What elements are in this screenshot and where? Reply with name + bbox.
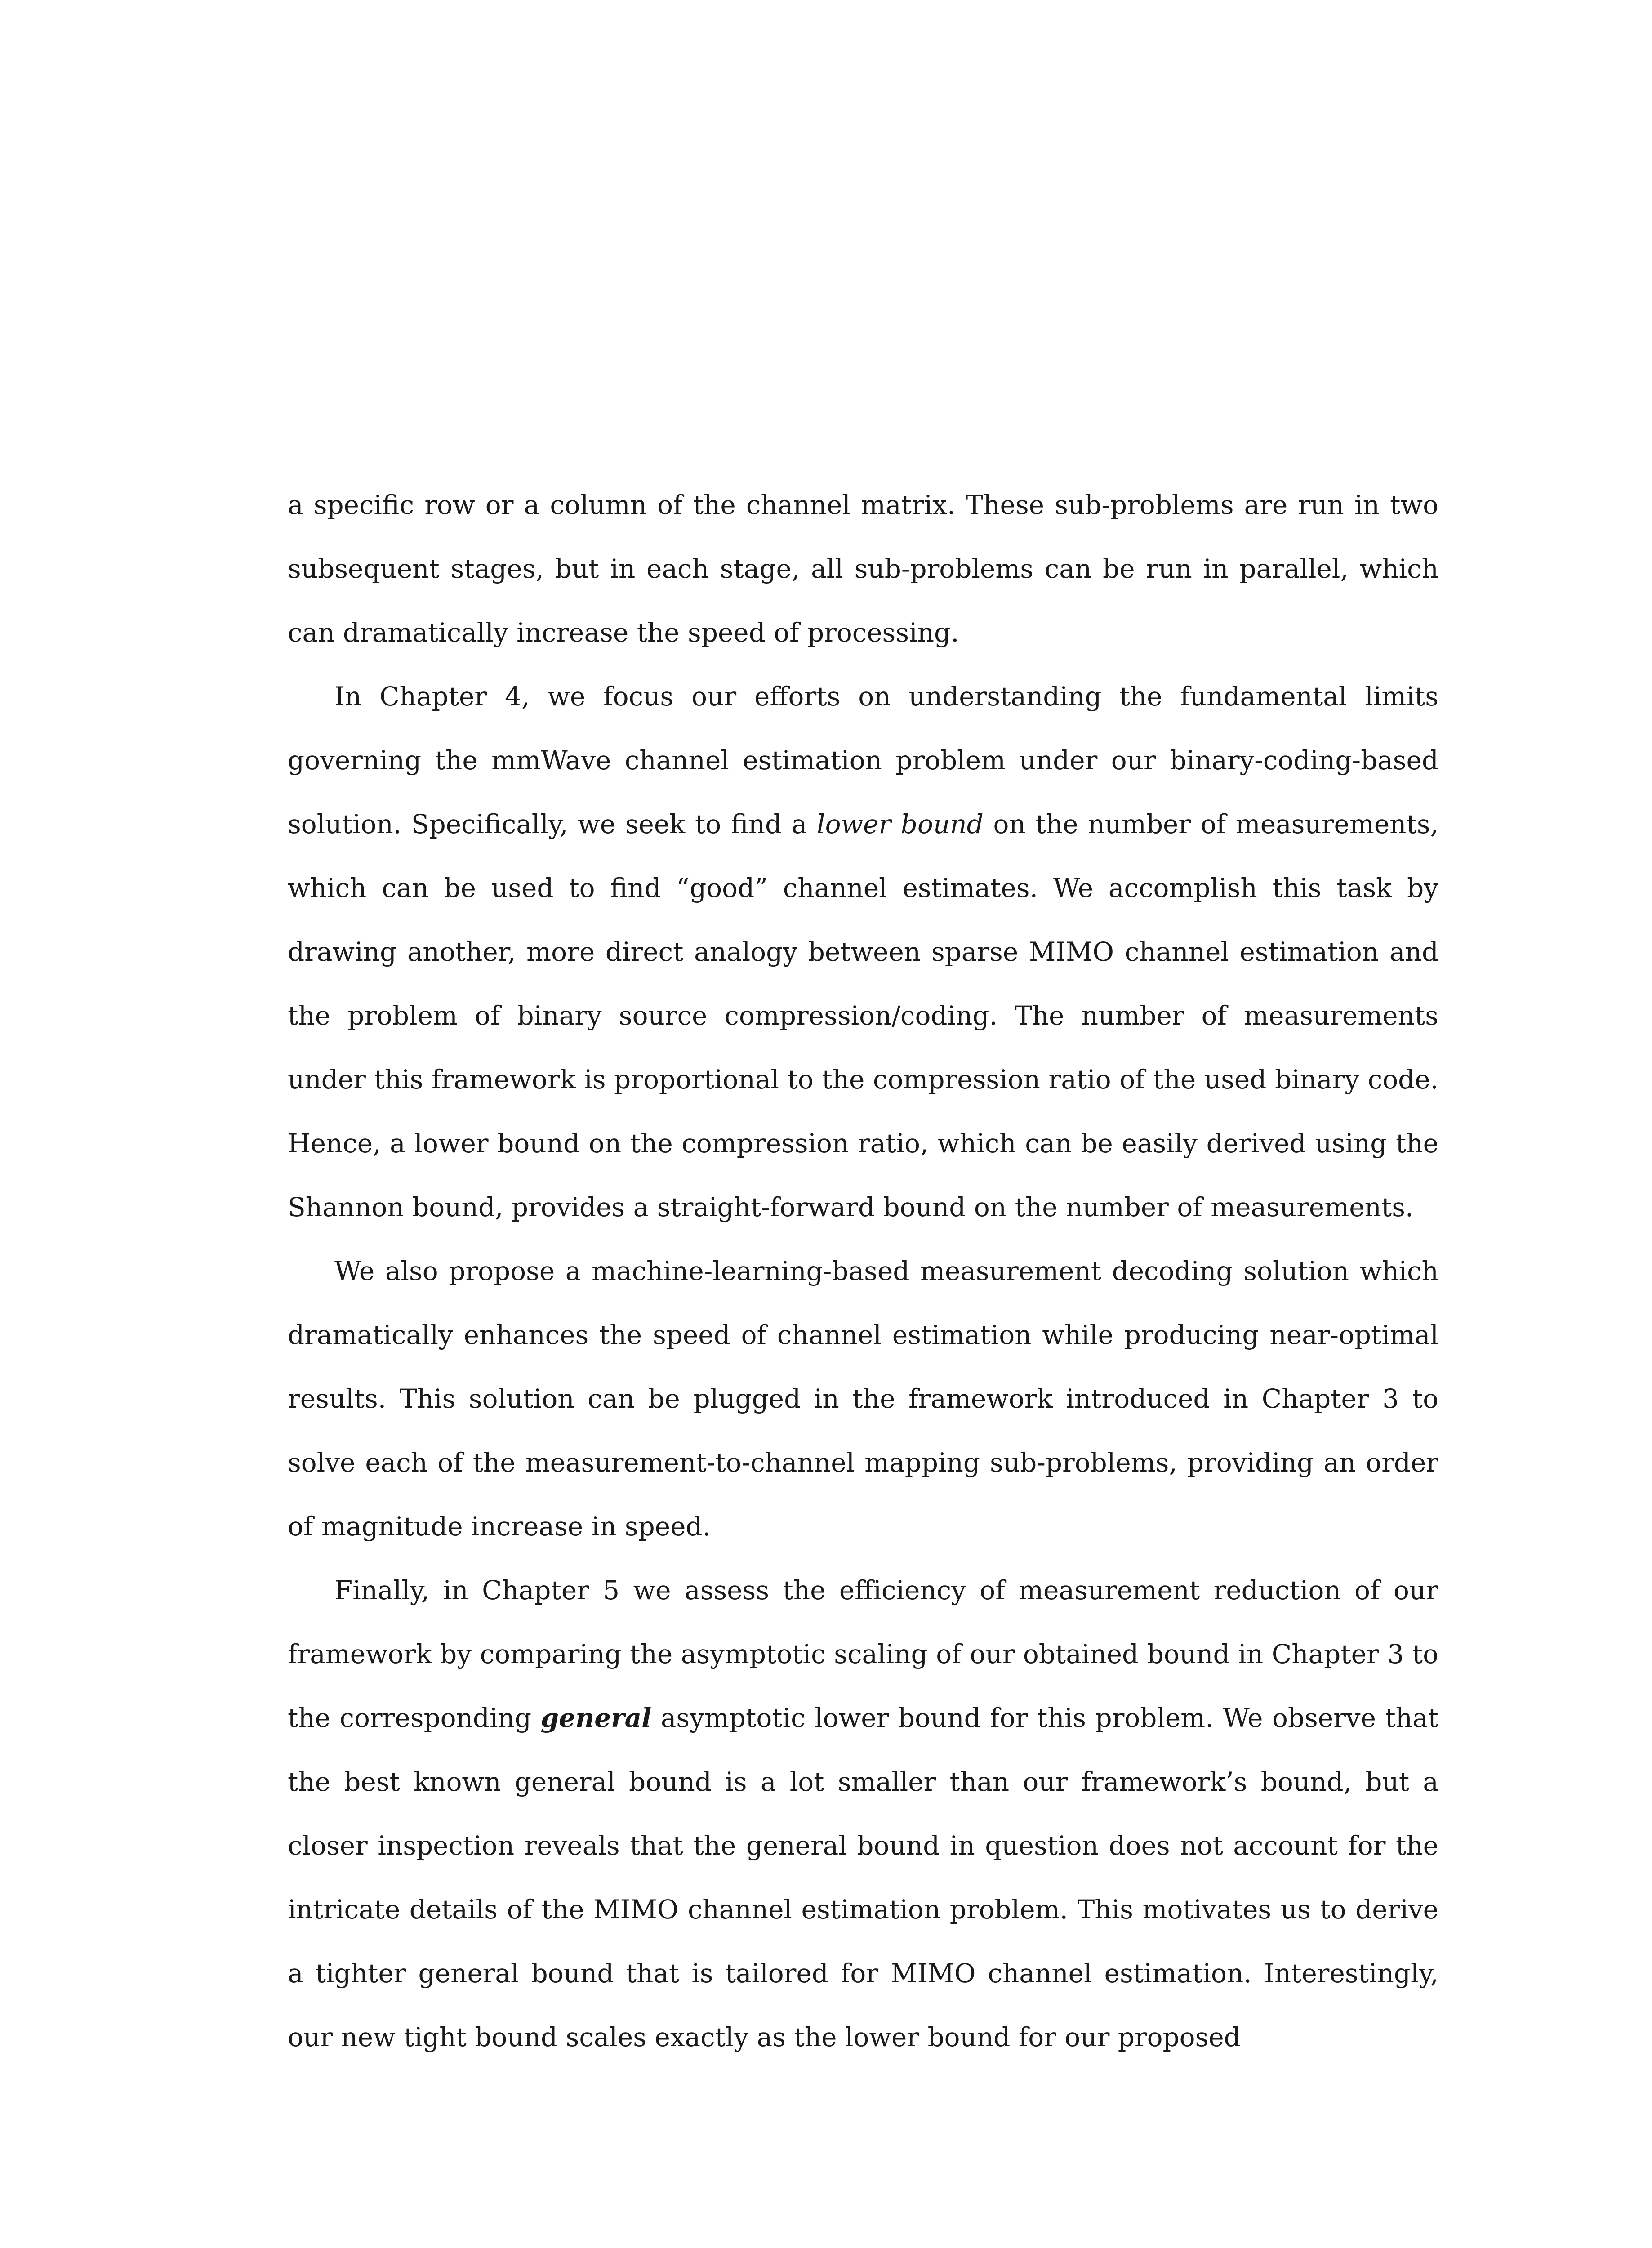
paragraph-2-text-a: In Chapter 4, we focus our efforts on understanding the fundamental limits governing the mmWave channel estimation problem under our binary-coding-based solution. Specifically, we seek to find a — [288, 681, 1438, 839]
paragraph-4-text-b: asymptotic lower bound for this problem. We observe that the best known general bound is a lot smaller than our framework’s bound, but a closer inspection reveals that the general bound in question does not account for the intricate details of the MIMO channel estimation problem. This motivates us to derive a tighter general bound that is tailored for MIMO channel estimation. Interestingly, our new tight bound scales exactly as the lower bound for our proposed — [288, 1703, 1438, 2052]
body-text — [288, 473, 1438, 2069]
paragraph-4 — [288, 1558, 1438, 2069]
paragraph-4-text-a: Finally, in Chapter 5 we assess the efficiency of measurement reduction of our framework by comparing the asymptotic scaling of our obtained bound in Chapter 3 to the corresponding — [288, 1575, 1438, 1733]
paragraph-3 — [288, 1239, 1438, 1558]
paragraph-1-text: a specific row or a column of the channel matrix. These sub-problems are run in two subsequent stages, but in each stage, all sub-problems can be run in parallel, which can dramatically increase the speed of processing. — [288, 490, 1438, 648]
paragraph-2-text-b: on the number of measurements, which can be used to find “good” channel estimates. We accomplish this task by drawing another, more direct analogy between sparse MIMO channel estimation and the problem of binary source compression/coding. The number of measurements under this framework is proportional to the compression ratio of the used binary code. Hence, a lower bound on the compression ratio, which can be easily derived using the Shannon bound, provides a straight-forward bound on the number of measurements. — [288, 809, 1439, 1222]
paragraph-2 — [288, 665, 1438, 1239]
emphasis-general: general — [540, 1703, 652, 1733]
paragraph-1 — [288, 473, 1438, 665]
emphasis-lower-bound: lower bound — [817, 809, 984, 839]
paragraph-3-text: We also propose a machine-learning-based measurement decoding solution which dramatically enhances the speed of channel estimation while producing near-optimal results. This solution can be plugged in the framework introduced in Chapter 3 to solve each of the measurement-to-channel mapping sub-problems, providing an order of magnitude increase in speed. — [288, 1256, 1438, 1542]
